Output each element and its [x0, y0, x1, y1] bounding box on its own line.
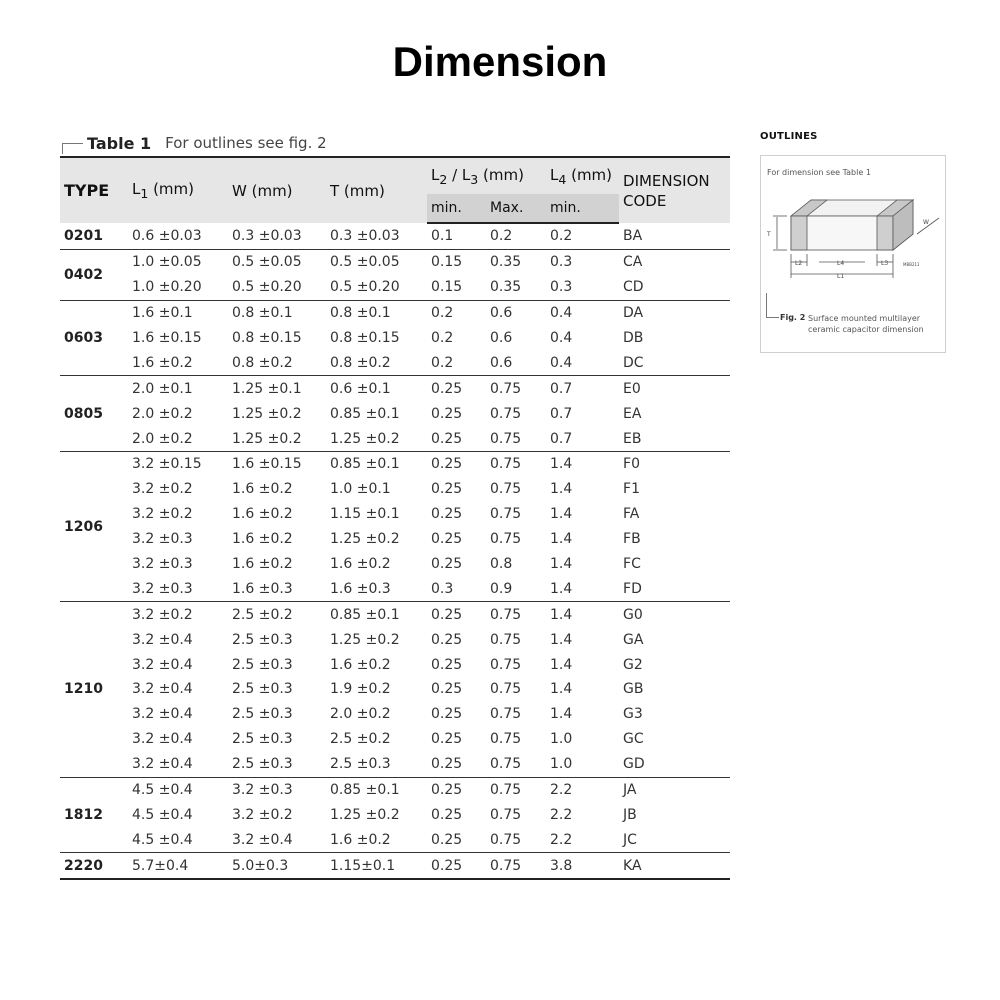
cell-t: 2.5 ±0.2	[330, 731, 391, 748]
cell-l23-min: 0.25	[431, 806, 463, 823]
header-t: T (mm)	[326, 157, 427, 223]
cell-dimension-code: DA	[623, 305, 644, 322]
cell-l4-min: 1.0	[546, 752, 619, 777]
table-row	[60, 376, 730, 401]
header-l23-max: Max.	[486, 194, 546, 223]
label-w: W	[923, 219, 929, 226]
cell-l4-min: 1.4	[546, 576, 619, 601]
cell-l23-min: 0.2	[427, 350, 486, 375]
cell-l4-min: 1.4	[550, 481, 573, 498]
outlines-figure	[760, 155, 946, 353]
cell-dimension-code: GC	[623, 731, 644, 748]
cell-dimension-code: F0	[623, 456, 640, 473]
cell-dimension-code: GA	[623, 631, 644, 648]
cell-l23-min: 0.25	[431, 731, 463, 748]
cell-l4-min: 1.0	[550, 731, 573, 748]
cell-l23-max: 0.2	[486, 223, 546, 249]
cell-l1: 4.5 ±0.4	[128, 827, 228, 852]
cell-t: 1.25 ±0.2	[330, 806, 400, 823]
cell-dimension-code: FD	[619, 576, 730, 601]
cell-l23-min: 0.3	[427, 576, 486, 601]
cell-l23-max: 0.75	[490, 731, 522, 748]
cell-l23-min: 0.15	[427, 275, 486, 300]
cell-t: 0.8 ±0.15	[330, 330, 400, 346]
cell-type: 1812	[60, 777, 128, 853]
table-row	[60, 275, 730, 300]
cell-dimension-code: G2	[623, 656, 643, 673]
cell-l1: 3.2 ±0.3	[132, 531, 193, 548]
label-l1: L1	[837, 273, 845, 280]
cell-dimension-code: GD	[619, 752, 730, 777]
cell-w: 3.2 ±0.2	[232, 806, 293, 823]
cell-l1: 1.6 ±0.15	[132, 330, 202, 346]
table-row	[60, 827, 730, 852]
cell-l4-min: 2.2	[550, 806, 573, 823]
cell-t: 0.85 ±0.1	[330, 405, 400, 422]
cell-t: 2.5 ±0.3	[326, 752, 427, 777]
cell-l4-min: 0.3	[546, 275, 619, 300]
cell-w: 2.5 ±0.3	[228, 752, 326, 777]
header-w: W (mm)	[228, 157, 326, 223]
cell-w: 2.5 ±0.2	[232, 606, 293, 623]
dimension-table	[60, 156, 730, 880]
cell-l23-min: 0.2	[431, 330, 454, 346]
header-l1: $L_1$ (mm)	[128, 157, 228, 223]
table-row	[60, 350, 730, 375]
cell-l23-max: 0.75	[490, 806, 522, 823]
cell-l1: 3.2 ±0.4	[132, 706, 193, 723]
cell-l23-max: 0.75	[490, 506, 522, 523]
cell-w: 0.5 ±0.20	[228, 275, 326, 300]
cell-type: 1210	[60, 602, 128, 777]
table-row	[60, 702, 730, 727]
cell-w: 0.3 ±0.03	[228, 223, 326, 249]
cell-l23-min: 0.25	[427, 853, 486, 879]
table-row	[60, 752, 730, 777]
table-row	[60, 326, 730, 351]
page-title: Dimension	[392, 38, 608, 85]
table-row	[60, 627, 730, 652]
cell-l4-min: 1.4	[550, 706, 573, 723]
cell-l23-max: 0.75	[486, 853, 546, 879]
label-l2: L2	[795, 260, 803, 267]
cell-l1: 3.2 ±0.4	[132, 631, 193, 648]
cell-l23-min: 0.15	[431, 254, 463, 271]
table-body	[60, 223, 730, 879]
cell-dimension-code: FA	[623, 506, 640, 523]
cell-l4-min: 1.4	[550, 631, 573, 648]
cell-w: 1.6 ±0.2	[232, 481, 293, 498]
cell-l4-min: 1.4	[550, 531, 573, 548]
cell-l1: 2.0 ±0.1	[132, 380, 193, 397]
table-row	[60, 853, 730, 879]
fig-label: Fig. 2	[780, 313, 806, 322]
header-l4-min: min.	[546, 194, 619, 223]
cell-l23-min: 0.25	[427, 827, 486, 852]
fig-caption: Surface mounted multilayer ceramic capacitor dimension	[808, 314, 924, 334]
label-t: T	[767, 231, 771, 238]
cell-dimension-code: JC	[619, 827, 730, 852]
header-l23-min: min.	[427, 194, 486, 223]
cell-w: 2.5 ±0.3	[232, 706, 293, 723]
cell-l23-max: 0.75	[490, 531, 522, 548]
cell-l23-max: 0.9	[486, 576, 546, 601]
cell-t: 0.3 ±0.03	[326, 223, 427, 249]
cell-l1: 4.5 ±0.4	[132, 782, 193, 799]
table-row	[60, 426, 730, 451]
cell-dimension-code: JA	[623, 782, 637, 799]
cell-w: 1.6 ±0.2	[232, 506, 293, 523]
cell-l23-min: 0.25	[431, 531, 463, 548]
table-row	[60, 777, 730, 802]
cell-l4-min: 0.4	[550, 330, 573, 346]
cell-w: 1.6 ±0.15	[232, 456, 302, 473]
cell-l1: 3.2 ±0.3	[128, 576, 228, 601]
fig-bracket	[766, 293, 779, 318]
cell-l23-min: 0.2	[431, 305, 454, 322]
cell-l23-min: 0.25	[431, 456, 463, 473]
cell-t: 0.5 ±0.05	[330, 254, 400, 271]
cell-l4-min: 1.4	[550, 456, 573, 473]
cell-w: 1.25 ±0.1	[232, 380, 302, 397]
cell-l4-min: 1.4	[550, 506, 573, 523]
table-row	[60, 552, 730, 577]
cell-dimension-code: CA	[623, 254, 643, 271]
cell-w: 0.5 ±0.05	[232, 254, 302, 271]
cell-l4-min: 1.4	[550, 556, 573, 573]
table-row	[60, 602, 730, 627]
cell-l23-min: 0.25	[431, 706, 463, 723]
label-ref: MBB211	[903, 262, 920, 267]
cell-l1: 3.2 ±0.4	[132, 681, 193, 698]
cell-t: 1.25 ±0.2	[326, 426, 427, 451]
header-l4: $L_4$ (mm)	[546, 157, 619, 194]
label-l3: L3	[881, 260, 889, 267]
cell-l4-min: 1.4	[550, 606, 573, 623]
cell-w: 1.25 ±0.2	[232, 405, 302, 422]
table-row	[60, 477, 730, 502]
cell-t: 1.6 ±0.2	[330, 556, 391, 573]
header-l2-l3: $L_2 / L_3$ (mm)	[427, 157, 546, 194]
table-row	[60, 249, 730, 274]
cell-l1: 3.2 ±0.2	[132, 481, 193, 498]
cell-dimension-code: EA	[623, 405, 642, 422]
cell-l23-min: 0.25	[427, 752, 486, 777]
cell-l23-max: 0.75	[490, 380, 522, 397]
cell-w: 3.2 ±0.4	[228, 827, 326, 852]
cell-l23-min: 0.25	[431, 481, 463, 498]
cell-t: 1.15 ±0.1	[330, 506, 400, 523]
cell-l1: 4.5 ±0.4	[132, 806, 193, 823]
cell-t: 1.25 ±0.2	[330, 531, 400, 548]
cell-l1: 0.6 ±0.03	[128, 223, 228, 249]
cell-dimension-code: F1	[623, 481, 640, 498]
cell-t: 1.15±0.1	[326, 853, 427, 879]
cell-t: 0.8 ±0.2	[326, 350, 427, 375]
table-row	[60, 802, 730, 827]
cell-l1: 1.0 ±0.20	[128, 275, 228, 300]
table-caption-label: Table 1	[87, 133, 152, 153]
cell-l23-max: 0.35	[490, 254, 522, 271]
cell-l4-min: 3.8	[546, 853, 619, 879]
table-row	[60, 502, 730, 527]
table-caption	[62, 132, 327, 154]
cell-l23-min: 0.25	[431, 405, 463, 422]
cell-l1: 3.2 ±0.4	[128, 752, 228, 777]
cell-l4-min: 1.4	[550, 656, 573, 673]
table-row	[60, 452, 730, 477]
cell-l1: 3.2 ±0.15	[132, 456, 202, 473]
cell-t: 1.25 ±0.2	[330, 631, 400, 648]
cell-dimension-code: CD	[619, 275, 730, 300]
cell-w: 1.6 ±0.2	[232, 556, 293, 573]
cell-l1: 2.0 ±0.2	[128, 426, 228, 451]
table-row	[60, 223, 730, 249]
cell-dimension-code: EB	[619, 426, 730, 451]
cell-l23-max: 0.75	[486, 827, 546, 852]
cell-l4-min: 0.4	[550, 305, 573, 322]
header-dimension-code: DIMENSION CODE	[619, 157, 730, 223]
cell-t: 1.9 ±0.2	[330, 681, 391, 698]
right-termination-front	[877, 216, 893, 250]
capacitor-outline-diagram	[761, 186, 945, 296]
cell-l23-max: 0.6	[486, 350, 546, 375]
cell-l23-max: 0.75	[486, 426, 546, 451]
cell-l23-max: 0.75	[490, 681, 522, 698]
cell-dimension-code: G3	[623, 706, 643, 723]
cell-t: 0.8 ±0.1	[330, 305, 391, 322]
cell-l4-min: 0.4	[546, 350, 619, 375]
cell-w: 2.5 ±0.3	[232, 656, 293, 673]
cell-l23-min: 0.25	[431, 631, 463, 648]
cell-t: 1.6 ±0.2	[330, 656, 391, 673]
cell-l1: 2.0 ±0.2	[132, 405, 193, 422]
cell-w: 0.8 ±0.2	[228, 350, 326, 375]
cell-w: 1.6 ±0.2	[232, 531, 293, 548]
cell-t: 1.6 ±0.3	[326, 576, 427, 601]
cell-l1: 3.2 ±0.4	[132, 656, 193, 673]
cell-type: 2220	[60, 853, 128, 879]
cell-l23-min: 0.25	[431, 380, 463, 397]
table-row	[60, 527, 730, 552]
label-l4: L4	[837, 260, 845, 267]
cell-l23-max: 0.75	[490, 405, 522, 422]
cell-l23-max: 0.75	[490, 782, 522, 799]
cell-l1: 1.0 ±0.05	[132, 254, 202, 271]
cell-l1: 1.6 ±0.1	[132, 305, 193, 322]
cell-l23-min: 0.25	[431, 506, 463, 523]
cell-l1: 5.7±0.4	[128, 853, 228, 879]
cell-t: 2.0 ±0.2	[330, 706, 391, 723]
cell-w: 1.6 ±0.3	[228, 576, 326, 601]
cell-type: 0402	[60, 249, 128, 300]
cell-l4-min: 0.7	[546, 426, 619, 451]
cell-dimension-code: DB	[623, 330, 644, 346]
cell-l4-min: 0.2	[546, 223, 619, 249]
cell-l4-min: 0.7	[550, 380, 573, 397]
cell-l23-min: 0.25	[431, 556, 463, 573]
cell-w: 2.5 ±0.3	[232, 681, 293, 698]
cell-dimension-code: BA	[619, 223, 730, 249]
cell-l23-max: 0.75	[490, 481, 522, 498]
cell-t: 0.85 ±0.1	[330, 456, 400, 473]
cell-dimension-code: E0	[623, 380, 641, 397]
cell-dimension-code: DC	[619, 350, 730, 375]
cell-w: 2.5 ±0.3	[232, 731, 293, 748]
cell-type: 1206	[60, 452, 128, 602]
cell-l1: 3.2 ±0.3	[132, 556, 193, 573]
cell-l1: 3.2 ±0.4	[132, 731, 193, 748]
cell-type: 0805	[60, 376, 128, 452]
cell-t: 1.6 ±0.2	[326, 827, 427, 852]
cell-w: 3.2 ±0.3	[232, 782, 293, 799]
cell-l23-min: 0.25	[431, 681, 463, 698]
cell-l23-max: 0.75	[490, 631, 522, 648]
cell-l23-min: 0.25	[431, 782, 463, 799]
cell-l23-max: 0.75	[486, 752, 546, 777]
cell-l1: 1.6 ±0.2	[128, 350, 228, 375]
cell-w: 2.5 ±0.3	[232, 631, 293, 648]
cell-dimension-code: JB	[623, 806, 637, 823]
cell-dimension-code: GB	[623, 681, 644, 698]
cell-l23-min: 0.1	[427, 223, 486, 249]
table-row	[60, 652, 730, 677]
table-row	[60, 727, 730, 752]
table-row	[60, 401, 730, 426]
cell-l23-max: 0.75	[490, 706, 522, 723]
outlines-title: OUTLINES	[760, 131, 818, 142]
cell-l4-min: 1.4	[550, 681, 573, 698]
cell-l23-max: 0.6	[490, 330, 513, 346]
cell-l23-max: 0.6	[490, 305, 513, 322]
caption-bracket	[62, 143, 83, 154]
cell-type: 0603	[60, 300, 128, 376]
table-caption-text: For outlines see fig. 2	[165, 134, 327, 152]
cell-t: 0.6 ±0.1	[330, 380, 391, 397]
cell-l23-min: 0.25	[431, 606, 463, 623]
cell-w: 0.8 ±0.15	[232, 330, 302, 346]
left-termination-front	[791, 216, 807, 250]
header-type: TYPE	[60, 157, 128, 223]
cell-l23-min: 0.25	[427, 426, 486, 451]
table-row	[60, 576, 730, 601]
cell-t: 0.85 ±0.1	[330, 606, 400, 623]
cell-l23-max: 0.35	[486, 275, 546, 300]
cell-t: 1.0 ±0.1	[330, 481, 391, 498]
cell-t: 0.85 ±0.1	[330, 782, 400, 799]
cell-l4-min: 2.2	[550, 782, 573, 799]
cell-l1: 3.2 ±0.2	[132, 606, 193, 623]
cell-l4-min: 2.2	[546, 827, 619, 852]
cell-l1: 3.2 ±0.2	[132, 506, 193, 523]
cell-l23-max: 0.75	[490, 456, 522, 473]
cell-l23-max: 0.8	[490, 556, 513, 573]
outlines-note: For dimension see Table 1	[767, 168, 871, 177]
cell-dimension-code: KA	[619, 853, 730, 879]
cell-l23-max: 0.75	[490, 656, 522, 673]
cell-w: 1.25 ±0.2	[228, 426, 326, 451]
cell-t: 0.5 ±0.20	[326, 275, 427, 300]
cell-w: 0.8 ±0.1	[232, 305, 293, 322]
cell-type: 0201	[60, 223, 128, 249]
cell-l23-min: 0.25	[431, 656, 463, 673]
table-row	[60, 677, 730, 702]
cell-dimension-code: FC	[623, 556, 641, 573]
cell-dimension-code: G0	[623, 606, 643, 623]
cell-w: 5.0±0.3	[228, 853, 326, 879]
cell-l4-min: 0.7	[550, 405, 573, 422]
cell-l4-min: 0.3	[550, 254, 573, 271]
cell-dimension-code: FB	[623, 531, 641, 548]
table-row	[60, 300, 730, 325]
cell-l23-max: 0.75	[490, 606, 522, 623]
